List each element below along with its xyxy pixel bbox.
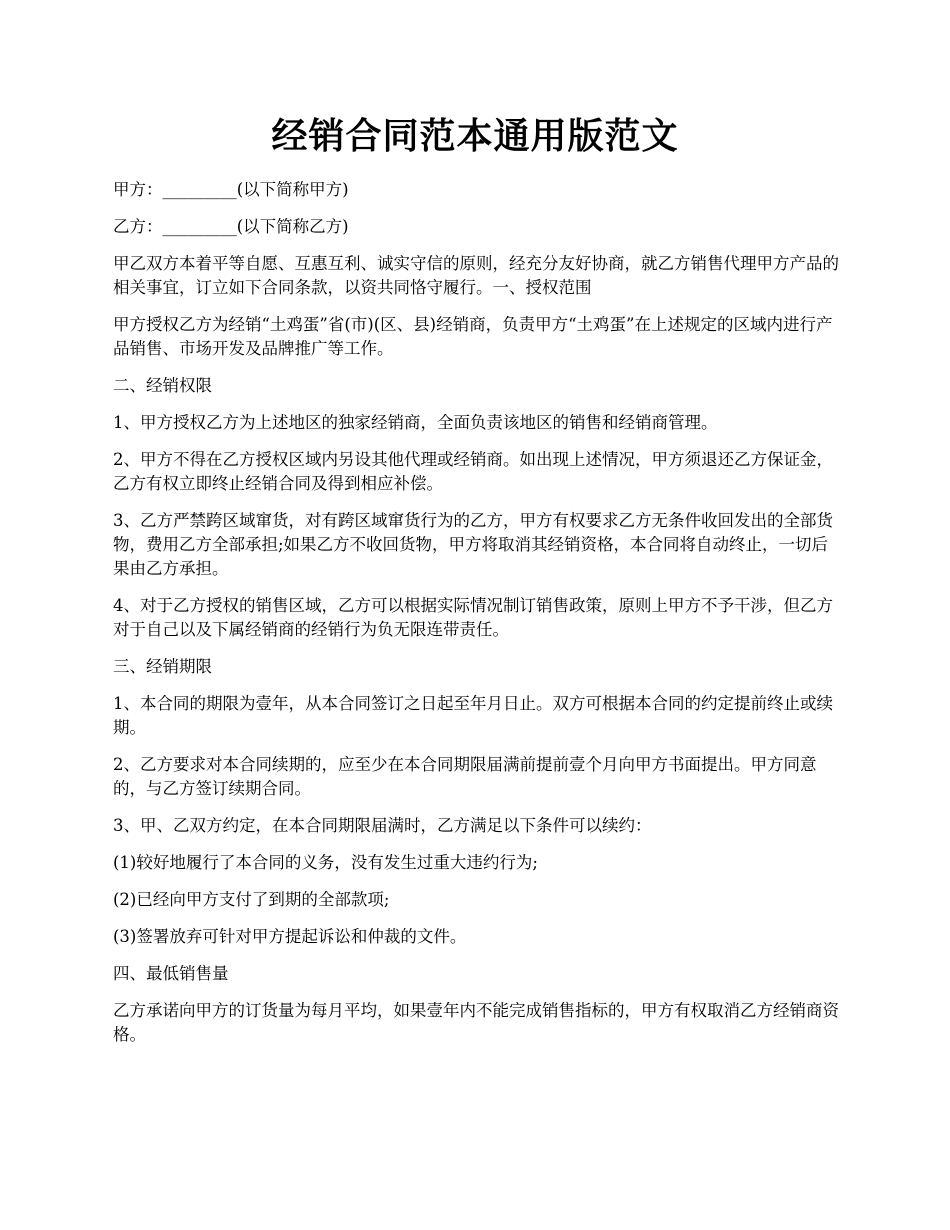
section-heading-4: 四、最低销售量 [113, 964, 229, 983]
clause-3-3: 3、甲、乙双方约定，在本合同期限届满时，乙方满足以下条件可以续约： [113, 816, 652, 835]
condition-2: (2)已经向甲方支付了到期的全部款项; [113, 890, 390, 909]
clause-3-2: 2、乙方要求对本合同续期的，应至少在本合同期限届满前提前壹个月向甲方书面提出。甲方同意的，与乙方签订续期合同。 [113, 755, 817, 798]
party-a-line: 甲方：_________(以下简称甲方) [113, 180, 349, 199]
clause-2-1: 1、甲方授权乙方为上述地区的独家经销商，全面负责该地区的销售和经销商管理。 [113, 413, 718, 432]
party-b-line: 乙方：_________(以下简称乙方) [113, 217, 349, 236]
authorization-scope-paragraph: 甲方授权乙方为经销“土鸡蛋”省(市)(区、县)经销商，负责甲方“土鸡蛋”在上述规定的区域内进行产品销售、市场开发及品牌推广等工作。 [113, 315, 833, 358]
clause-2-4: 4、对于乙方授权的销售区域，乙方可以根据实际情况制订销售政策，原则上甲方不予干涉，但乙方对于自己以及下属经销商的经销行为负无限连带责任。 [113, 596, 833, 639]
preamble-paragraph: 甲乙双方本着平等自愿、互惠互利、诚实守信的原则，经充分友好协商，就乙方销售代理甲方产品的相关事宜，订立如下合同条款，以资共同恪守履行。一、授权范围 [113, 254, 839, 297]
document-body [113, 178, 841, 1060]
clause-4-1: 乙方承诺向甲方的订货量为每月平均，如果壹年内不能完成销售指标的，甲方有权取消乙方经销商资格。 [113, 1001, 839, 1044]
clause-2-3: 3、乙方严禁跨区域窜货，对有跨区域窜货行为的乙方，甲方有权要求乙方无条件收回发出的全部货物，费用乙方全部承担;如果乙方不收回货物，甲方将取消其经销资格，本合同将自动终止，一切后果由乙方承担。 [113, 511, 833, 578]
section-heading-2: 二、经销权限 [113, 376, 212, 395]
condition-1: (1)较好地履行了本合同的义务，没有发生过重大违约行为; [113, 853, 538, 872]
clause-2-2: 2、甲方不得在乙方授权区域内另设其他代理或经销商。如出现上述情况，甲方须退还乙方保证金，乙方有权立即终止经销合同及得到相应补偿。 [113, 450, 833, 493]
document-title: 经销合同范本通用版范文 [271, 115, 679, 157]
clause-3-1: 1、本合同的期限为壹年，从本合同签订之日起至年月日止。双方可根据本合同的约定提前终止或续期。 [113, 694, 833, 737]
condition-3: (3)签署放弃可针对甲方提起诉讼和仲裁的文件。 [113, 927, 467, 946]
section-heading-3: 三、经销期限 [113, 657, 212, 676]
